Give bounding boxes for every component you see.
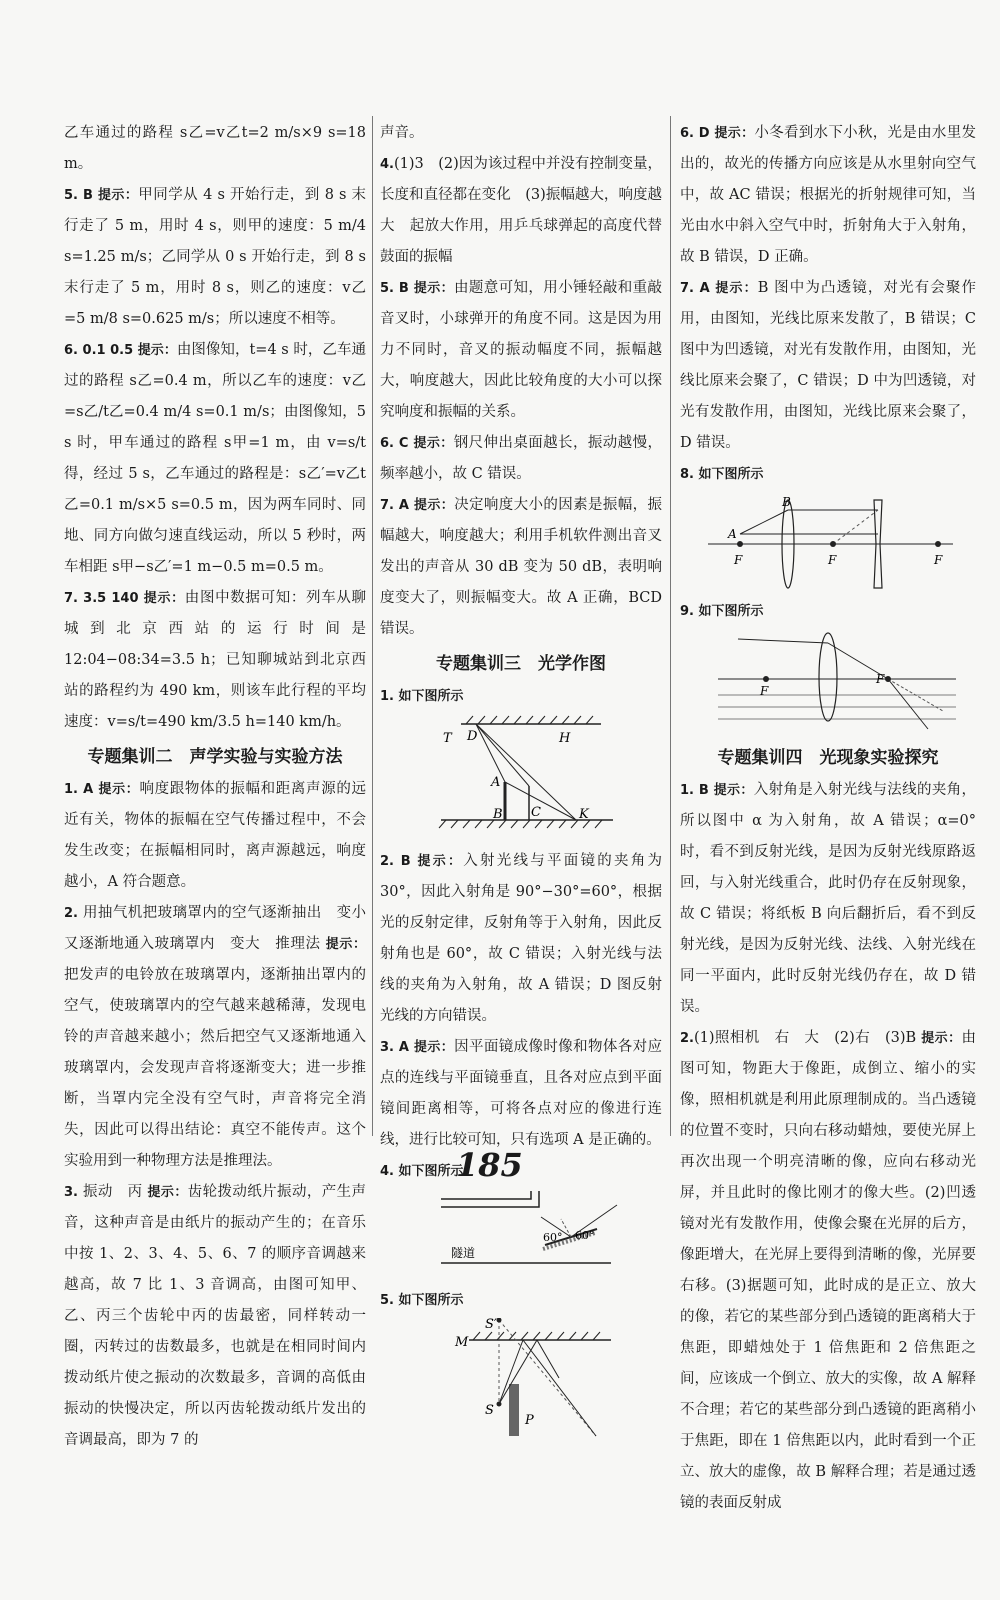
question-8: 8. 如下图所示 <box>680 467 764 482</box>
question-4 <box>380 149 662 273</box>
mirror-hatching <box>473 1332 600 1340</box>
hint-text: 小冬看到水下小秋，光是由水里发出的，故光的传播方向应该是从水里射向空气中，故 AC 错误；根据光的折射规律可知，当光由水中斜入空气中时，折射角大于入射角，故 B 错误，D 正确。 <box>680 125 976 265</box>
section-heading: 专题集训二 声学实验与实验方法 <box>87 747 343 767</box>
label-T: T <box>443 731 452 746</box>
question-number: 3. <box>64 1185 78 1200</box>
section-heading: 专题集训四 光现象实验探究 <box>717 748 939 768</box>
hint-text: 因平面镜成像时像和物体各对应点的连线与平面镜垂直，且各对应点到平面镜间距离相等，可将各点对应的像进行连线，进行比较可知，只有选项 A 是正确的。 <box>380 1039 663 1148</box>
answer-text: 用抽气机把玻璃罩内的空气逐渐抽出 变小 又逐渐地通入玻璃罩内 变大 推理法 <box>64 905 381 952</box>
question-6 <box>680 118 976 273</box>
focus-point <box>885 676 891 682</box>
hint-text: 由图可知，物距大于像距，成倒立、缩小的实像，照相机就是利用此原理制成的。当凸透镜的位置不变时，只向右移动蜡烛，要使光屏上再次出现一个明亮清晰的像，应向右移动光屏，并且此时的像比刚才的像大些。(2)凹透镜对光有发散作用，使像会聚在光屏的后方，像距增大，在光屏上要得到清晰的像，光屏要右移。(3)据题可知，此时成的是正立、放大的像，若它的某些部分到凸透镜的距离稍大于焦距，即蜡烛处于 1 倍焦距和 2 倍焦距之间，应该成一个倒立、放大的实像，故 A 解释不合理；若它的某些部分到凸透镜的距离稍小于焦距，即在 1 倍焦距以内，此时看到一个正立、放大的虚像，故 B 解释合理；若是通过透镜的表面反射成 <box>680 1030 976 1511</box>
label-f: F <box>760 684 769 698</box>
hint-label: 提示： <box>921 1031 962 1046</box>
ray <box>738 639 828 643</box>
hint-label: 提示： <box>413 498 455 513</box>
label-K: K <box>579 807 589 822</box>
answer-text: 振动 丙 <box>82 1184 143 1200</box>
question-5: 5. 如下图所示 <box>380 1293 464 1308</box>
column-2 <box>380 118 662 1442</box>
label-p: P <box>525 1413 534 1428</box>
ray <box>740 510 788 534</box>
mirror-reflection-figure <box>421 714 621 842</box>
question-1 <box>64 774 366 898</box>
hint-text: 由图中数据可知：列车从聊城到北京西站的运行时间是 12:04−08:34=3.5 h；已知聊城站到北京西站的路程约为 490 km，则该车此行程的平均速度：v=s/t=490 km/3.5 h=140 km/h。 <box>64 590 367 730</box>
question-number: 7. A <box>380 498 409 513</box>
question-number: 2. <box>680 1031 694 1046</box>
question-number: 6. D <box>680 126 710 141</box>
label-f: F <box>734 553 743 567</box>
hint-label: 提示： <box>713 783 754 798</box>
focus-point <box>830 541 836 547</box>
question-number: 1. A <box>64 782 94 797</box>
normal-line <box>561 1219 571 1237</box>
label-H: H <box>559 731 571 746</box>
ground-hatching <box>439 820 602 828</box>
label-D: D <box>467 729 478 744</box>
angle-label: 60° <box>543 1231 563 1244</box>
question-number: 6. 0.1 0.5 <box>64 343 134 358</box>
hint-text: 入射角是入射光线与法线的夹角，所以图中 α 为入射角，故 A 错误；α=0° 时，看不到反射光线，是因为反射光线原路返回，与入射光线重合，此时仍存在反射现象，故 C 错误；将纸板 B 向后翻折后，看不到反射光线，是因为反射光线、法线、入射光线在同一平面内，此时反射光线仍存在，故 D 错误。 <box>680 782 977 1015</box>
question-2 <box>64 898 381 1177</box>
section-heading: 专题集训三 光学作图 <box>436 654 606 674</box>
question-number: 2. B <box>380 854 411 869</box>
hint-text: 入射光线与平面镜的夹角为 30°，因此入射角是 90°−30°=60°，根据光的反射定律，反射角等于入射角，因此反射角也是 60°，故 C 错误；入射光线与法线的夹角为入射角，故 A 错误；D 图反射光线的方向错误。 <box>380 853 662 1024</box>
question-3 <box>380 1032 662 1156</box>
answer-text: (1)3 (2)因为该过程中并没有控制变量，长度和直径都在变化 (3)振幅越大，响度越大 起放大作用，用乒乓球弹起的高度代替鼓面的振幅 <box>380 156 662 265</box>
point-s <box>497 1402 502 1407</box>
periscope-figure <box>411 1318 631 1438</box>
barrier-p <box>509 1384 519 1436</box>
question-6 <box>380 428 662 490</box>
question-5 <box>380 273 662 428</box>
reflected-ray <box>523 1340 596 1436</box>
label-m: M <box>455 1335 469 1350</box>
tunnel-wall <box>441 1191 531 1199</box>
focus-point <box>763 676 769 682</box>
question-number: 1. B <box>680 783 709 798</box>
label-C: C <box>531 805 541 820</box>
hint-text: 把发声的电铃放在玻璃罩内，逐渐抽出罩内的空气，使玻璃罩内的空气越来越稀薄，发现电铃的声音越来越小；然后把空气又逐渐地通入玻璃罩内，会发现声音将逐渐变大；进一步推断，当罩内完全没有空气时，声音将完全消失，因此可以得出结论：真空不能传声。这个实验用到一种物理方法是推理法。 <box>64 967 366 1169</box>
lens-figure-8 <box>698 492 958 592</box>
label-A: A <box>491 775 501 790</box>
hint-text: 钢尺伸出桌面越长，振动越慢，频率越小，故 C 错误。 <box>380 435 662 482</box>
question-1 <box>680 775 976 1023</box>
column-1 <box>64 118 381 1456</box>
question-1: 1. 如下图所示 <box>380 689 464 704</box>
label-a: A <box>728 527 737 541</box>
question-6 <box>64 335 366 583</box>
hint-label: 提示： <box>413 436 454 451</box>
column-divider <box>670 116 671 1136</box>
question-number: 3. A <box>380 1040 409 1055</box>
question-number: 6. C <box>380 436 409 451</box>
column-3 <box>680 118 976 1519</box>
hint-text: 响度跟物体的振幅和距离声源的远近有关，物体的振幅在空气传播过程中，不会发生改变；在振幅相同时，离声源越远，响度越小，A 符合题意。 <box>64 781 366 890</box>
question-number: 5. B <box>380 281 409 296</box>
column-divider <box>372 116 373 1136</box>
question-number: 7. A <box>680 281 710 296</box>
question-number: 2. <box>64 906 78 921</box>
hint-label: 提示： <box>417 854 464 869</box>
hint-label: 提示： <box>413 281 454 296</box>
question-5 <box>64 180 366 335</box>
hint-label: 提示： <box>137 343 177 358</box>
label-f: F <box>828 553 837 567</box>
answer-text: (1)照相机 右 大 (2)右 (3)B <box>693 1030 917 1046</box>
hint-label: 提示： <box>143 591 185 606</box>
question-7 <box>680 273 976 459</box>
mirror-hatching <box>466 716 593 724</box>
label-B: B <box>493 807 503 822</box>
hint-label: 提示： <box>97 188 139 203</box>
page-number: 185 <box>456 1146 523 1184</box>
angle-label: 60° <box>575 1229 595 1242</box>
question-3 <box>64 1177 366 1456</box>
question-7 <box>380 490 662 645</box>
hint-text: 齿轮拨动纸片振动，产生声音，这种声音是由纸片的振动产生的；在音乐中按 1、2、3、4、5、6、7 的顺序音调越来越高，故 7 比 1、3 音调高，由图可知甲、乙、丙三个齿轮中丙的齿最密，同样转动一圈，丙转过的齿数最多，也就是在相同时间内拨动纸片使之振动的次数最多，音调的高低由振动的快慢决定，所以丙齿轮拨动纸片发出的音调最高，即为 7 的 <box>64 1184 366 1448</box>
dashed-ray <box>833 510 878 544</box>
hint-text: 甲同学从 4 s 开始行走，到 8 s 末行走了 5 m，用时 4 s，则甲的速度：5 m/4 s=1.25 m/s；乙同学从 0 s 开始行走，到 8 s 末行走了 5 m，用时 8 s，则乙的速度：v乙=5 m/8 s=0.625 m/s；所以速度不相等。 <box>64 187 366 327</box>
hint-label: 提示： <box>714 126 755 141</box>
hint-label: 提示： <box>325 937 366 952</box>
hint-text: 决定响度大小的因素是振幅，振幅越大，响度越大；利用手机软件测出音叉发出的声音从 30 dB 变为 50 dB，表明响度变大了，则振幅变大。故 A 正确，BCD 错误。 <box>380 497 663 637</box>
question-2 <box>680 1023 976 1519</box>
hint-label: 提示： <box>413 1040 455 1055</box>
paragraph: 乙车通过的路程 s乙=v乙t=2 m/s×9 s=18 m。 <box>64 125 366 172</box>
label-f: F <box>876 672 885 686</box>
lens-figure-9 <box>698 629 958 739</box>
tunnel-mirror-figure <box>421 1189 621 1281</box>
paragraph: 声音。 <box>380 125 424 141</box>
label-s: S <box>485 1403 494 1418</box>
label-b: B <box>782 495 791 509</box>
hint-text: 由题意可知，用小锤轻敲和重敲音叉时，小球弹开的角度不同。这是因为用力不同时，音叉的振动幅度不同，振幅越大，响度越大，因此比较角度的大小可以探究响度和振幅的关系。 <box>380 280 663 420</box>
label-s-prime: S′ <box>485 1318 497 1332</box>
focus-point <box>935 541 941 547</box>
refracted-ray <box>888 679 928 729</box>
focus-point <box>737 541 743 547</box>
hint-label: 提示： <box>147 1185 188 1200</box>
question-number: 5. B <box>64 188 93 203</box>
question-7 <box>64 583 366 738</box>
question-9: 9. 如下图所示 <box>680 604 764 619</box>
hint-label: 提示： <box>715 281 758 296</box>
question-number: 4. <box>380 157 394 172</box>
hint-text: 由图像知，t=4 s 时，乙车通过的路程 s乙=0.4 m，所以乙车的速度：v乙=s乙/t乙=0.4 m/4 s=0.1 m/s；由图像知，5 s 时，甲车通过的路程 s甲=1 m，由 v=s/t 得，经过 5 s，乙车通过的路程是：s乙′=v乙t乙=0.1 m/s×5 s=0.5 m，因为两车同时、同地、同方向做匀速直线运动，所以 5 秒时，两车相距 s甲−s乙′=1 m−0.5 m=0.5 m。 <box>64 342 366 575</box>
question-4: 4. 如下图所示 <box>380 1164 464 1179</box>
question-2 <box>380 846 662 1032</box>
hint-label: 提示： <box>98 782 140 797</box>
question-number: 7. 3.5 140 <box>64 591 139 606</box>
label-f: F <box>934 553 943 567</box>
tunnel-label: 隧道 <box>451 1246 476 1260</box>
hint-text: B 图中为凸透镜，对光有会聚作用，由图知，光线比原来发散了，B 错误；C 图中为凹透镜，对光有发散作用，由图知，光线比原来会聚了，C 错误；D 中为凹透镜，对光有发散作用，由图知，光线比原来会聚了，D 错误。 <box>680 280 976 451</box>
